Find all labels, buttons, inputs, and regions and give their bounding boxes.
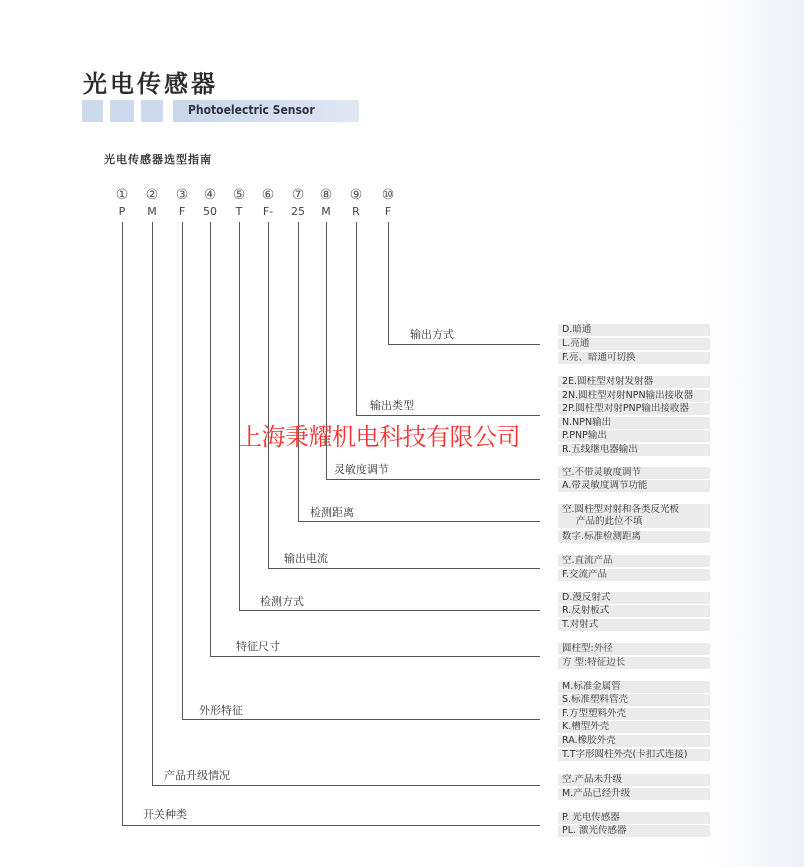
position-code: 50: [203, 205, 217, 218]
option-item: K.槽型外壳: [558, 721, 710, 733]
position-number: ①: [115, 187, 129, 203]
position-number: ③: [175, 187, 189, 203]
option-item: P. 光电传感器: [558, 812, 710, 824]
position-code: M: [147, 205, 157, 218]
group-label: 特征尺寸: [236, 640, 280, 653]
position-code: T: [235, 205, 243, 218]
option-item: PL. 激光传感器: [558, 825, 710, 837]
connector-horizontal-line: [326, 479, 540, 480]
option-item: P.PNP输出: [558, 430, 710, 442]
position-code: P: [118, 205, 126, 218]
connector-vertical-line: [298, 222, 299, 521]
option-item: 圆柱型:外径: [558, 643, 710, 655]
connector-vertical-line: [182, 222, 183, 719]
option-item: T.T字形圆柱外壳(卡扣式连接): [558, 749, 710, 761]
connector-vertical-line: [268, 222, 269, 568]
position-number: ⑨: [349, 187, 363, 203]
connector-horizontal-line: [210, 656, 540, 657]
page-title: 光电传感器: [83, 70, 218, 98]
connector-vertical-line: [388, 222, 389, 344]
position-code: R: [352, 205, 360, 218]
option-item: 2N.圆柱型对射NPN输出接收器: [558, 390, 710, 402]
connector-vertical-line: [122, 222, 123, 825]
header-deco-block: [141, 100, 163, 122]
header-deco-block: [110, 100, 134, 122]
position-code: M: [321, 205, 331, 218]
group-label: 开关种类: [143, 808, 187, 821]
option-item: RA.橡胶外壳: [558, 735, 710, 747]
option-item: 2P.圆柱型对射PNP输出接收器: [558, 403, 710, 415]
position-number: ④: [203, 187, 217, 203]
group-label: 检测方式: [260, 595, 304, 608]
connector-horizontal-line: [152, 785, 540, 786]
option-item: F.交流产品: [558, 569, 710, 581]
group-label: 输出电流: [284, 552, 328, 565]
option-item: R.反射板式: [558, 605, 710, 617]
position-code: F-: [262, 205, 274, 218]
connector-horizontal-line: [356, 415, 540, 416]
option-item: D.漫反射式: [558, 592, 710, 604]
option-item: 方 型:特征边长: [558, 657, 710, 669]
option-item: N.NPN输出: [558, 417, 710, 429]
group-label: 检测距离: [310, 506, 354, 519]
header-deco-block: [82, 100, 103, 122]
connector-horizontal-line: [122, 825, 540, 826]
position-number: ②: [145, 187, 159, 203]
connector-vertical-line: [356, 222, 357, 415]
connector-vertical-line: [152, 222, 153, 785]
option-item: 空.直流产品: [558, 555, 710, 567]
option-item: F.亮、暗通可切换: [558, 352, 710, 364]
position-number: ⑧: [319, 187, 333, 203]
option-item: 数字.标准检测距离: [558, 531, 710, 543]
connector-vertical-line: [239, 222, 240, 610]
group-label: 输出方式: [410, 328, 454, 341]
position-code: F: [384, 205, 392, 218]
option-item: M.产品已经升级: [558, 788, 710, 800]
option-item: A.带灵敏度调节功能: [558, 480, 710, 492]
position-code: F: [178, 205, 186, 218]
position-number: ⑥: [261, 187, 275, 203]
option-item: 空.产品未升级: [558, 774, 710, 786]
group-label: 灵敏度调节: [334, 463, 389, 476]
option-item: 2E.圆柱型对射发射器: [558, 376, 710, 388]
position-number: ⑦: [291, 187, 305, 203]
connector-horizontal-line: [298, 521, 540, 522]
connector-horizontal-line: [239, 610, 540, 611]
option-item: S.标准塑料管壳: [558, 694, 710, 706]
connector-horizontal-line: [388, 344, 540, 345]
option-item: F.方型塑料外壳: [558, 708, 710, 720]
position-number: ⑤: [232, 187, 246, 203]
position-code: 25: [291, 205, 305, 218]
option-item: M.标准金属管: [558, 681, 710, 693]
option-item: 空.不带灵敏度调节: [558, 467, 710, 479]
group-label: 输出类型: [370, 399, 414, 412]
group-label: 产品升级情况: [164, 769, 230, 782]
page-subtitle: Photoelectric Sensor: [188, 103, 315, 117]
connector-horizontal-line: [268, 568, 540, 569]
connector-horizontal-line: [182, 719, 540, 720]
connector-vertical-line: [210, 222, 211, 656]
option-item: L.亮通: [558, 338, 710, 350]
group-label: 外形特征: [199, 704, 243, 717]
option-item: R.五线继电器输出: [558, 444, 710, 456]
position-number: ⑩: [381, 187, 395, 203]
option-item: D.暗通: [558, 324, 710, 336]
option-item: T.对射式: [558, 619, 710, 631]
selection-guide-title: 光电传感器选型指南: [104, 153, 212, 166]
option-item: 空.圆柱型对射和各类反光板 产品的此位不填: [558, 504, 710, 528]
company-watermark: 上海秉耀机电科技有限公司: [238, 423, 520, 451]
